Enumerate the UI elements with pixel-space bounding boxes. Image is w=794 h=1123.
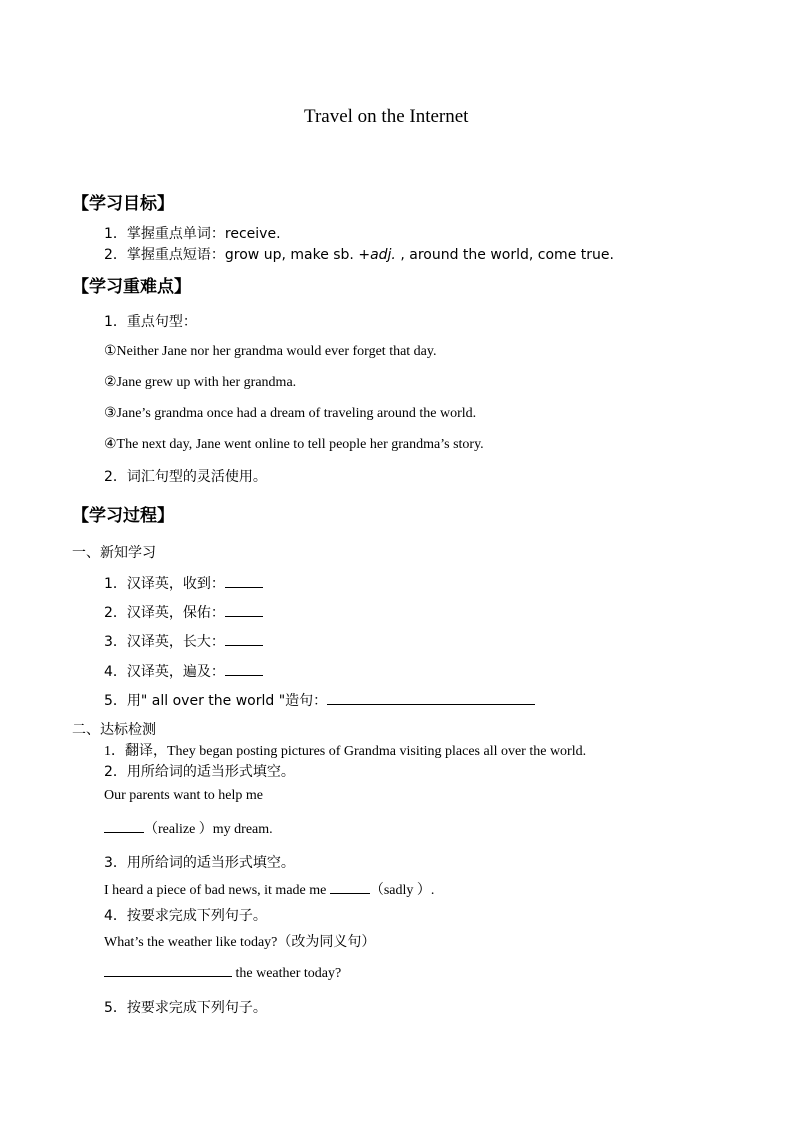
question-3-line-a: I heard a piece of bad news, it made me bbox=[104, 883, 327, 898]
translate-item-4-label: 4．汉译英，遍及： bbox=[104, 664, 225, 680]
new-knowledge-heading: 一、新知学习 bbox=[72, 545, 156, 561]
key-sentence-2: ②Jane grew up with her grandma. bbox=[104, 375, 297, 390]
goal-item-2-prefix: 2．掌握重点短语：grow up, make sb. + bbox=[104, 247, 371, 263]
translate-item-2-label: 2．汉译英，保佑： bbox=[104, 605, 225, 621]
translate-item-4 bbox=[104, 661, 263, 681]
sentence-making-item bbox=[104, 690, 535, 710]
document-title: Travel on the Internet bbox=[304, 106, 469, 127]
learning-process-heading: 【学习过程】 bbox=[72, 506, 174, 526]
answer-blank[interactable] bbox=[104, 962, 232, 977]
answer-blank[interactable] bbox=[225, 661, 263, 676]
key-sentence-1: ①Neither Jane nor her grandma would ever forget that day. bbox=[104, 344, 437, 359]
goal-item-2-italic: adj. bbox=[370, 247, 396, 263]
question-2-line-2-text: （realize ）my dream. bbox=[144, 822, 273, 837]
question-4-line-2 bbox=[104, 962, 341, 982]
translate-item-1 bbox=[104, 573, 263, 593]
goal-item-2 bbox=[104, 244, 614, 264]
answer-blank[interactable] bbox=[225, 602, 263, 617]
answer-blank[interactable] bbox=[104, 818, 144, 833]
question-3-line bbox=[104, 879, 434, 899]
translate-item-3 bbox=[104, 631, 263, 651]
question-3-line-b: （sadly ）. bbox=[369, 883, 435, 898]
vocab-usage-item: 2．词汇句型的灵活使用。 bbox=[104, 469, 267, 485]
fill-blank-question-2: 2．用所给词的适当形式填空。 bbox=[104, 764, 295, 780]
question-2-line-1: Our parents want to help me bbox=[104, 788, 264, 803]
rewrite-question-4: 4．按要求完成下列句子。 bbox=[104, 908, 267, 924]
translate-item-2 bbox=[104, 602, 263, 622]
learning-goals-heading: 【学习目标】 bbox=[72, 194, 174, 214]
question-4-line-1: What’s the weather like today?（改为同义句） bbox=[104, 935, 376, 950]
key-sentence-4: ④The next day, Jane went online to tell people her grandma’s story. bbox=[104, 437, 484, 452]
goal-item-1: 1．掌握重点单词：receive. bbox=[104, 226, 281, 242]
answer-blank[interactable] bbox=[330, 879, 370, 894]
question-2-line-2 bbox=[104, 818, 273, 838]
rewrite-question-5: 5．按要求完成下列句子。 bbox=[104, 1000, 267, 1016]
key-sentence-3: ③Jane’s grandma once had a dream of traveling around the world. bbox=[104, 406, 477, 421]
answer-blank[interactable] bbox=[327, 690, 535, 705]
goal-item-2-suffix: , around the world, come true. bbox=[395, 247, 614, 263]
answer-blank[interactable] bbox=[225, 573, 263, 588]
translate-item-1-label: 1．汉译英，收到： bbox=[104, 576, 225, 592]
fill-blank-question-3: 3．用所给词的适当形式填空。 bbox=[104, 855, 295, 871]
translation-question: 1．翻译，They began posting pictures of Grandma visiting places all over the world. bbox=[104, 744, 587, 759]
sentence-making-label: 5．用" all over the world "造句： bbox=[104, 693, 328, 709]
translate-item-3-label: 3．汉译英，长大： bbox=[104, 634, 225, 650]
question-4-line-2-text: the weather today? bbox=[232, 966, 342, 981]
key-sentence-label: 1．重点句型： bbox=[104, 314, 197, 330]
key-points-heading: 【学习重难点】 bbox=[72, 277, 191, 297]
answer-blank[interactable] bbox=[225, 631, 263, 646]
assessment-heading: 二、达标检测 bbox=[72, 722, 156, 738]
